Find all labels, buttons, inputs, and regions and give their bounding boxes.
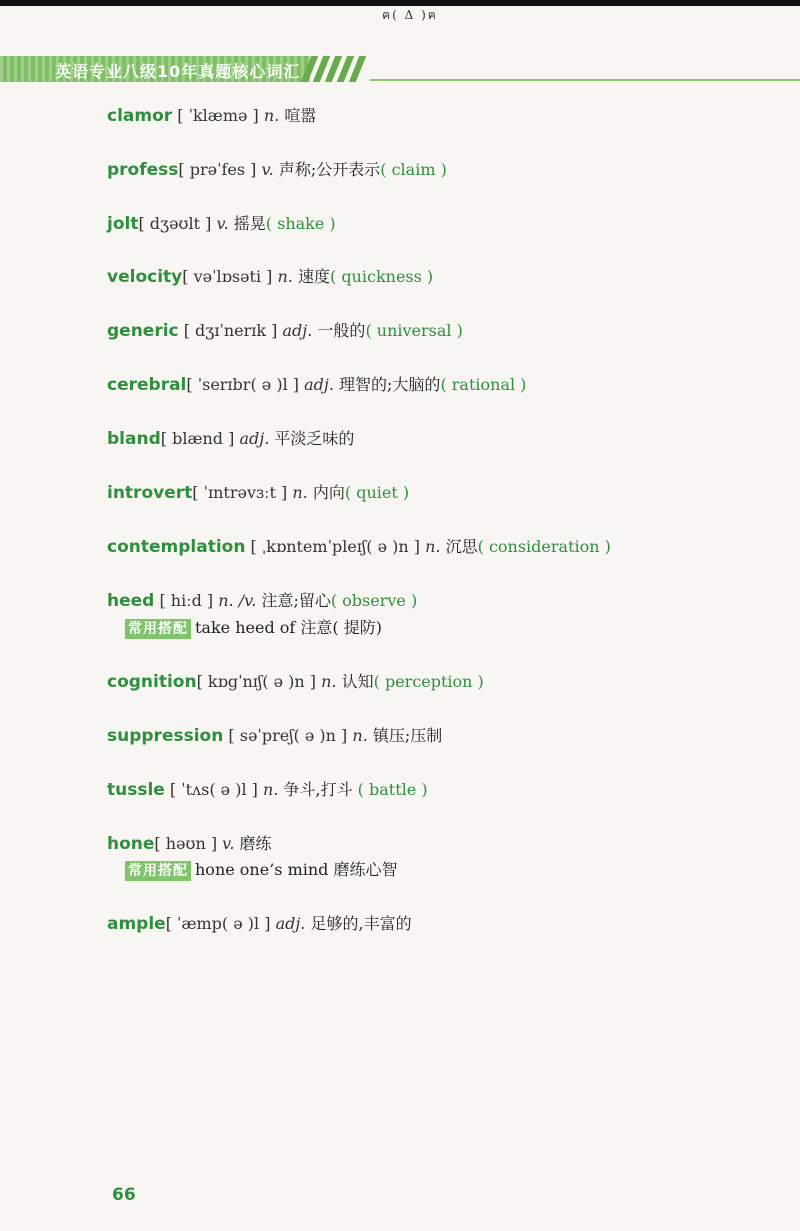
chinese-meaning: 争斗,打斗 <box>283 780 353 799</box>
synonym: ( quickness ) <box>329 267 434 286</box>
vocab-entry <box>107 429 354 449</box>
chinese-meaning: 喧嚣 <box>284 106 317 125</box>
vocab-entry <box>107 106 316 126</box>
banner-rule <box>370 79 800 81</box>
top-ornament: ฅ( Δ )ฅ <box>382 8 438 22</box>
vocab-entry <box>107 726 442 746</box>
collocation-line <box>125 618 382 639</box>
part-of-speech: n. /v. <box>218 591 257 610</box>
part-of-speech: adj. <box>304 375 334 394</box>
part-of-speech: n. <box>292 483 308 502</box>
vocab-entry <box>107 160 447 180</box>
pronunciation: [ ˌkɒntemˈpleɪʃ( ə )n ] <box>250 537 421 556</box>
vocab-entry <box>107 672 484 692</box>
part-of-speech: v. <box>216 214 229 233</box>
pronunciation: [ blænd ] <box>160 429 235 448</box>
vocab-entry <box>107 834 272 854</box>
banner-title: 英语专业八级10年真题核心词汇 <box>55 62 301 81</box>
part-of-speech: n. <box>352 726 368 745</box>
headword: cognition <box>107 672 197 692</box>
chinese-meaning: 沉思 <box>445 537 478 556</box>
collocation-text: hone one’s mind 磨练心智 <box>195 860 398 879</box>
pronunciation: [ ˈklæmə ] <box>177 106 259 125</box>
synonym: ( shake ) <box>265 214 336 233</box>
part-of-speech: v. <box>261 160 274 179</box>
vocab-entry <box>107 267 433 287</box>
part-of-speech: adj. <box>282 321 313 340</box>
headword: suppression <box>107 726 224 746</box>
pronunciation: [ dʒɪˈnerɪk ] <box>183 321 278 340</box>
chinese-meaning: 理智的;大脑的 <box>339 375 441 394</box>
chinese-meaning: 一般的 <box>317 321 366 340</box>
vocab-entry <box>107 483 409 503</box>
chinese-meaning: 摇晃 <box>233 214 266 233</box>
pronunciation: [ həʊn ] <box>154 834 218 853</box>
pronunciation: [ prəˈfes ] <box>178 160 257 179</box>
synonym: ( perception ) <box>373 672 484 691</box>
part-of-speech: adj. <box>275 914 306 933</box>
pronunciation: [ kɒgˈnɪʃ( ə )n ] <box>196 672 317 691</box>
chinese-meaning: 足够的,丰富的 <box>310 914 412 933</box>
headword: tussle <box>107 780 165 800</box>
part-of-speech: n. <box>277 267 293 286</box>
synonym: ( rational ) <box>440 375 527 394</box>
vocab-entry <box>107 321 463 341</box>
headword: profess <box>107 160 179 180</box>
collocation-tag: 常用搭配 <box>125 861 191 881</box>
chinese-meaning: 声称;公开表示 <box>278 160 381 179</box>
part-of-speech: v. <box>222 834 235 853</box>
synonym: ( quiet ) <box>344 483 410 502</box>
chinese-meaning: 内向 <box>312 483 345 502</box>
vocab-entry <box>107 591 417 611</box>
chinese-meaning: 镇压;压制 <box>372 726 443 745</box>
pronunciation: [ ˈserɪbr( ə )l ] <box>186 375 300 394</box>
headword: clamor <box>107 106 173 126</box>
headword: generic <box>107 321 179 341</box>
headword: velocity <box>107 267 183 287</box>
pronunciation: [ dʒəʊlt ] <box>138 214 212 233</box>
part-of-speech: n. <box>321 672 337 691</box>
chinese-meaning: 速度 <box>297 267 330 286</box>
vocab-entry <box>107 780 428 800</box>
part-of-speech: n. <box>425 537 441 556</box>
headword: hone <box>107 834 155 854</box>
pronunciation: [ ˈtʌs( ə )l ] <box>169 780 258 799</box>
pronunciation: [ vəˈlɒsəti ] <box>182 267 273 286</box>
vocab-entry <box>107 375 526 395</box>
headword: ample <box>107 914 166 934</box>
part-of-speech: n. <box>263 106 280 125</box>
part-of-speech: adj. <box>239 429 270 448</box>
pronunciation: [ səˈpreʃ( ə )n ] <box>228 726 348 745</box>
pronunciation: [ hiːd ] <box>159 591 214 610</box>
headword: contemplation <box>107 537 246 557</box>
vocab-entry <box>107 214 336 234</box>
headword: heed <box>107 591 155 611</box>
part-of-speech: n. <box>263 780 279 799</box>
synonym: ( battle ) <box>357 780 428 799</box>
headword: introvert <box>107 483 193 503</box>
synonym: ( universal ) <box>365 321 463 340</box>
collocation-text: take heed of 注意( 提防) <box>195 618 383 637</box>
synonym: ( claim ) <box>380 160 447 179</box>
pronunciation: [ ˈæmp( ə )l ] <box>165 914 271 933</box>
chinese-meaning: 认知 <box>341 672 374 691</box>
chinese-meaning: 注意;留心 <box>261 591 331 610</box>
chinese-meaning: 平淡乏味的 <box>274 429 355 448</box>
synonym: ( observe ) <box>330 591 418 610</box>
chinese-meaning: 磨练 <box>239 834 272 853</box>
page-number: 66 <box>112 1185 136 1205</box>
collocation-line <box>125 860 398 881</box>
headword: cerebral <box>107 375 187 395</box>
synonym: ( consideration ) <box>477 537 611 556</box>
banner-stripes <box>300 56 380 82</box>
headword: bland <box>107 429 161 449</box>
pronunciation: [ ˈɪntrəvɜːt ] <box>192 483 288 502</box>
headword: jolt <box>107 214 139 234</box>
collocation-tag: 常用搭配 <box>125 619 191 639</box>
vocab-entry <box>107 914 412 934</box>
section-banner <box>0 56 800 84</box>
vocab-entry <box>107 537 611 557</box>
